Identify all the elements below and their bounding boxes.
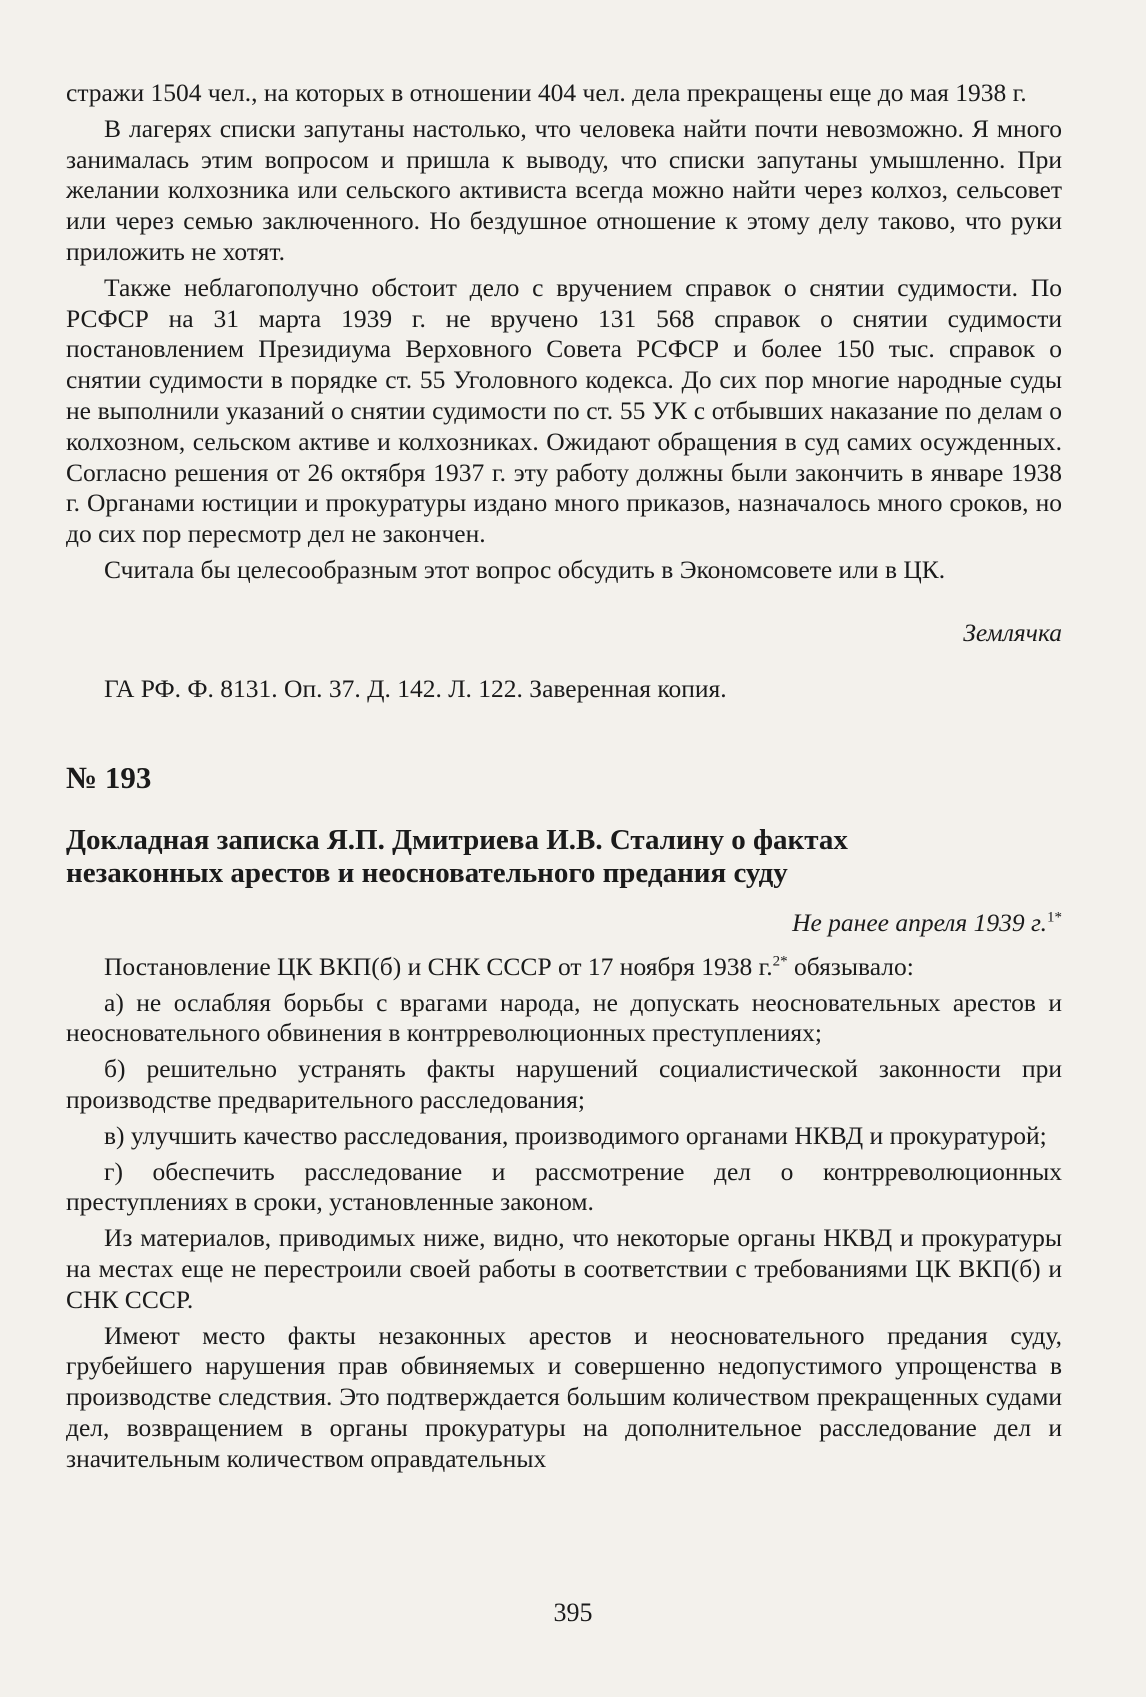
archive-source: ГА РФ. Ф. 8131. Оп. 37. Д. 142. Л. 122. Заверенная копия. bbox=[104, 673, 727, 703]
page-number: 395 bbox=[553, 1598, 593, 1627]
signature: Землячка bbox=[963, 617, 1062, 647]
decree-text: Постановление ЦК ВКП(б) и СНК СССР от 17 ноября 1938 г. bbox=[104, 951, 773, 981]
document-title: Докладная записка Я.П. Дмитриева И.В. Сталину о фактах незаконных арестов и неосновательного предания суду bbox=[66, 823, 848, 889]
document-page bbox=[66, 78, 1062, 1475]
list-item-b: б) решительно устранять факты нарушений социалистической законности при производстве предварительного расследования; bbox=[66, 1054, 1062, 1114]
decree-footnote-mark: 2* bbox=[772, 953, 788, 970]
paragraph-facts: Имеют место факты незаконных арестов и неосновательного предания суду, грубейшего нарушения прав обвиняемых и совершенно недопустимого упрощенства в производстве следствия. Это подтверждается большим количеством прекращенных судами дел, возвращением в органы прокуратуры на дополнительное расследование дел и значительным количеством оправдательных bbox=[66, 1320, 1062, 1473]
paragraph-certificates: Также неблагополучно обстоит дело с вручением справок о снятии судимости. По РСФСР на 31 марта 1939 г. не вручено 131 568 справок о снятии судимости постановлением Президиума Верховного Совета РСФСР и более 150 тыс. справок о снятии судимости в порядке ст. 55 Уголовного кодекса. До сих пор многие народные суды не выполнили указаний о снятии судимости по ст. 55 УК с отбывших наказание по делам о колхозном, сельском активе и колхозниках. Ожидают обращения в суд самих осужденных. Согласно решения от 26 октября 1937 г. эту работу должны были закончить в январе 1938 г. Органами юстиции и прокуратуры издано много приказов, назначалось много сроков, но до сих пор пересмотр дел не закончен. bbox=[66, 272, 1062, 549]
list-item-a: а) не ослабляя борьбы с врагами народа, не допускать неосновательных арестов и неосновательного обвинения в контрреволюционных преступлениях; bbox=[66, 987, 1062, 1048]
list-item-c: в) улучшить качество расследования, производимого органами НКВД и прокуратурой; bbox=[104, 1120, 1047, 1150]
paragraph-decree bbox=[66, 952, 1062, 983]
date-text: Не ранее апреля 1939 г. bbox=[792, 907, 1047, 937]
date-line bbox=[66, 908, 1062, 938]
paragraph-continuation: стражи 1504 чел., на которых в отношении 404 чел. дела прекращены еще до мая 1938 г. bbox=[66, 78, 1027, 107]
list-item-d: г) обеспечить расследование и рассмотрение дел о контрреволюционных преступлениях в сроки, установленные законом. bbox=[66, 1156, 1062, 1217]
paragraph-proposal: Считала бы целесообразным этот вопрос обсудить в Экономсовете или в ЦК. bbox=[104, 554, 946, 584]
paragraph-camps: В лагерях списки запутаны настолько, что человека найти почти невозможно. Я много занималась этим вопросом и пришла к выводу, что списки запутаны умышленно. При желании колхозника или сельского активиста всегда можно найти через колхоз, сельсовет или через семью заключенного. Но бездушное отношение к этому делу таково, что руки приложить не хотят. bbox=[66, 113, 1062, 266]
document-number: № 193 bbox=[66, 759, 152, 795]
date-footnote-mark: 1* bbox=[1047, 909, 1062, 926]
paragraph-materials: Из материалов, приводимых ниже, видно, что некоторые органы НКВД и прокуратуры на местах еще не перестроили своей работы в соответствии с требованиями ЦК ВКП(б) и СНК СССР. bbox=[66, 1223, 1062, 1314]
decree-text-end: обязывало: bbox=[787, 951, 914, 981]
